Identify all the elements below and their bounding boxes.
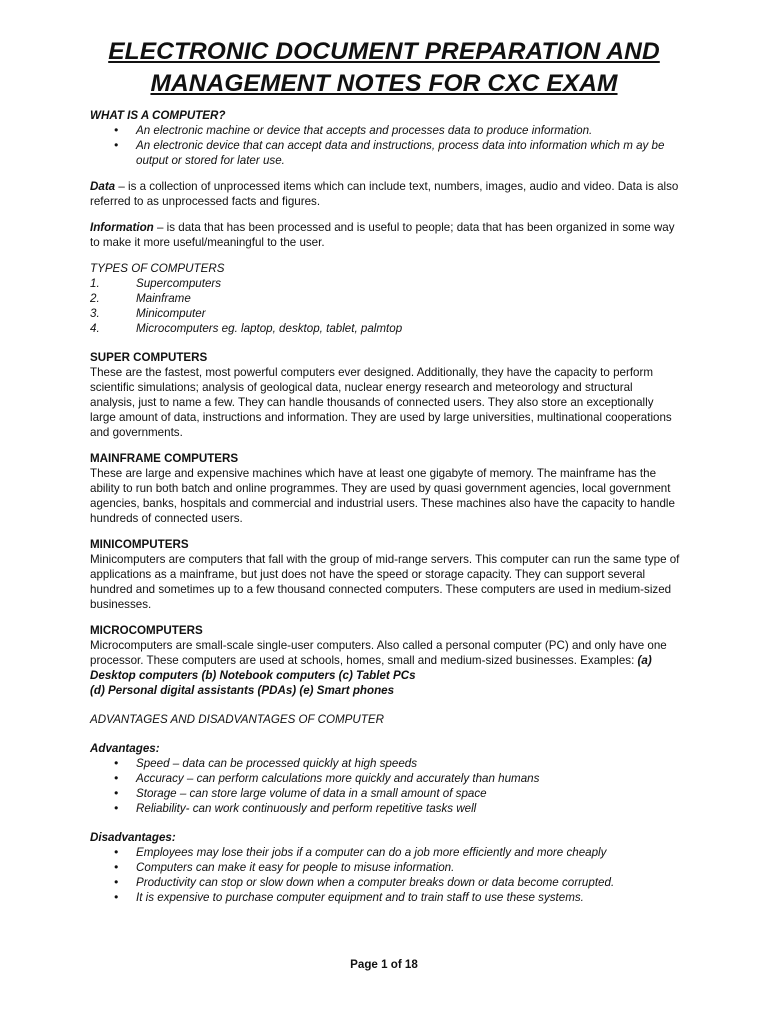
- what-is-list: [90, 123, 680, 168]
- list-item: • Accuracy – can perform calculations more quickly and accurately than humans: [90, 771, 680, 786]
- list-item: 2. Mainframe: [90, 292, 191, 305]
- disadvantages-list: [90, 845, 680, 905]
- types-heading: TYPES OF COMPUTERS: [90, 262, 225, 275]
- micro-examples-2: (d) Personal digital assistants (PDAs) (e) Smart phones: [90, 684, 395, 697]
- mini-heading: MINICOMPUTERS: [90, 538, 189, 551]
- information-term: Information: [90, 221, 154, 234]
- list-item: • Computers can make it easy for people to misuse information.: [90, 860, 680, 875]
- document-title: [0, 36, 768, 100]
- list-item: • Storage – can store large volume of data in a small amount of space: [90, 786, 680, 801]
- list-item: • Employees may lose their jobs if a computer can do a job more efficiently and more cheaply: [90, 845, 680, 860]
- title-line-1: ELECTRONIC DOCUMENT PREPARATION AND: [108, 38, 660, 65]
- list-item: • Reliability- can work continuously and perform repetitive tasks well: [90, 801, 680, 816]
- list-item: • Productivity can stop or slow down when a computer breaks down or data become corrupted.: [90, 875, 680, 890]
- mini-text: Minicomputers are computers that fall with the group of mid-range servers. This computer can run the same type of applications as a mainframe, but just does not have the speed or storage capacity. They can support several hundred and sometimes up to a few thousand connected computers. These computers are used in medium-sized businesses.: [90, 553, 680, 611]
- advantages-list: [90, 756, 680, 816]
- list-item: • An electronic device that can accept data and instructions, process data into information which m ay be output or stored for later use.: [90, 138, 680, 168]
- what-is-heading: WHAT IS A COMPUTER?: [90, 109, 226, 122]
- information-definition-text: – is data that has been processed and is useful to people; data that has been organized in some way to make it more useful/meaningful to the user.: [90, 221, 675, 249]
- super-text: These are the fastest, most powerful computers ever designed. Additionally, they have the capacity to perform scientific simulations; analysis of geological data, nuclear energy research and meteorology and structural analysis, just to name a few. They can handle thousands of connected users. They also store an exceptionally large amount of data, instructions and information. They are used by large universities, multinational cooperations and governments.: [90, 366, 672, 439]
- micro-examples-1: (a) Desktop computers (b) Notebook computers (c) Tablet PCs: [90, 654, 652, 682]
- document-body: [90, 108, 680, 905]
- mainframe-heading: MAINFRAME COMPUTERS: [90, 452, 239, 465]
- title-line-2: MANAGEMENT NOTES FOR CXC EXAM: [150, 70, 618, 97]
- types-list: [90, 276, 680, 336]
- adv-dis-heading: ADVANTAGES AND DISADVANTAGES OF COMPUTER: [90, 713, 384, 726]
- micro-text: Microcomputers are small-scale single-user computers. Also called a personal computer (PC) and only have one processor. These computers are used at schools, homes, small and medium-sized businesses. Examples: (a) Desktop computers (b) Notebook computers (c) Tablet PCs: [90, 639, 667, 682]
- data-definition-text: – is a collection of unprocessed items which can include text, numbers, images, audio and video. Data is also referred to as unprocessed facts and figures.: [90, 180, 679, 208]
- data-term: Data: [90, 180, 116, 193]
- micro-heading: MICROCOMPUTERS: [90, 624, 203, 637]
- list-item: • Speed – data can be processed quickly at high speeds: [90, 756, 680, 771]
- information-definition: [90, 220, 680, 250]
- data-definition: [90, 179, 680, 209]
- list-item: 4. Microcomputers eg. laptop, desktop, tablet, palmtop: [90, 322, 403, 335]
- advantages-heading: Advantages:: [90, 742, 160, 755]
- super-heading: SUPER COMPUTERS: [90, 351, 208, 364]
- list-item: • An electronic machine or device that accepts and processes data to produce information.: [90, 123, 680, 138]
- mainframe-text: These are large and expensive machines which have at least one gigabyte of memory. The mainframe has the ability to run both batch and online programmes. They are used by quasi government agencies, local government agencies, banks, hospitals and commercial and industrial users. These machines also have the capacity to handle hundreds of connected users.: [90, 467, 675, 525]
- page-number: Page 1 of 18: [350, 958, 418, 971]
- list-item: • It is expensive to purchase computer equipment and to train staff to use these systems.: [90, 890, 680, 905]
- list-item: 3. Minicomputer: [90, 307, 206, 320]
- disadvantages-heading: Disadvantages:: [90, 831, 176, 844]
- list-item: 1. Supercomputers: [90, 277, 222, 290]
